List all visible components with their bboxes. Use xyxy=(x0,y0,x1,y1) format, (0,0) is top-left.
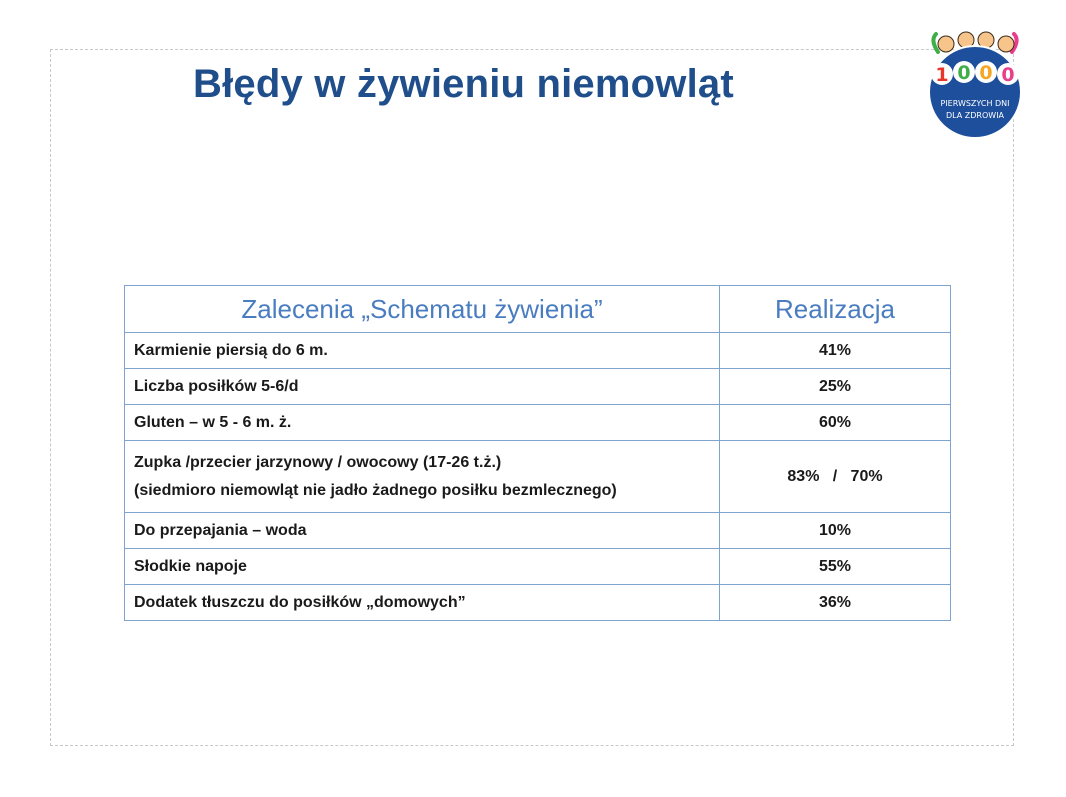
row-value: 55% xyxy=(720,549,951,585)
table-row xyxy=(125,513,951,549)
row-label: Gluten – w 5 - 6 m. ż. xyxy=(125,405,720,441)
header-realization: Realizacja xyxy=(720,286,951,333)
row-label: Karmienie piersią do 6 m. xyxy=(125,333,720,369)
table-row xyxy=(125,585,951,621)
table-row xyxy=(125,441,951,513)
row-label: Zupka /przecier jarzynowy / owocowy (17-26 t.ż.) xyxy=(134,453,502,471)
row-label: Do przepajania – woda xyxy=(125,513,720,549)
row-label-note: (siedmioro niemowląt nie jadło żadnego posiłku bezmlecznego) xyxy=(134,481,617,499)
logo-digit-3: 0 xyxy=(979,62,993,84)
row-label: Słodkie napoje xyxy=(125,549,720,585)
logo-digit-1: 1 xyxy=(935,64,949,86)
row-value: 10% xyxy=(720,513,951,549)
row-value: 36% xyxy=(720,585,951,621)
recommendations-table xyxy=(124,285,951,621)
table-row xyxy=(125,369,951,405)
table-header-row xyxy=(125,286,951,333)
table-row xyxy=(125,333,951,369)
logo-text-line1: PIERWSZYCH DNI xyxy=(940,99,1010,108)
row-value: 41% xyxy=(720,333,951,369)
header-recommendations: Zalecenia „Schematu żywienia” xyxy=(125,286,720,333)
row-value: 25% xyxy=(720,369,951,405)
row-value: 60% xyxy=(720,405,951,441)
row-label: Liczba posiłków 5-6/d xyxy=(125,369,720,405)
row-value: 83% / 70% xyxy=(720,441,951,513)
logo-text-line2: DLA ZDROWIA xyxy=(945,111,1005,120)
logo-digit-2: 0 xyxy=(957,62,971,84)
logo-digit-4: 0 xyxy=(1001,64,1015,86)
logo-1000-pierwszych-dni xyxy=(916,28,1034,140)
row-label-multiline xyxy=(125,441,720,513)
table-row xyxy=(125,549,951,585)
table-row xyxy=(125,405,951,441)
row-label: Dodatek tłuszczu do posiłków „domowych” xyxy=(125,585,720,621)
slide-title: Błędy w żywieniu niemowląt xyxy=(193,62,734,106)
